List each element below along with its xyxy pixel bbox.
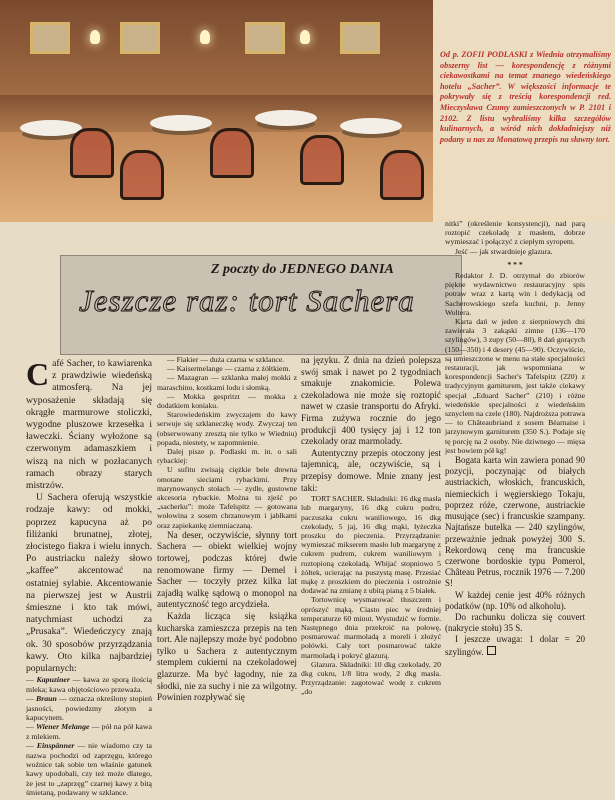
cafe-table bbox=[255, 110, 317, 126]
intro-box bbox=[434, 0, 615, 222]
coffee-desc: — pół na pół kawa z mlekiem. bbox=[26, 722, 152, 741]
col4-p4: Karta dań w jeden z sierpniowych dni zawierała 3 zakąski zimne (136—170 szylingów), 3 zupy (50—80), 8 dań gorących (150—350) i 4 desery (45—90). Oczywiście, są umieszczone w menu na stałe specjalności restauracji, jak wspomniana w korespondencji Sacher's Tafelspitz (220) z tradycyjnym garniturem, jest także ciekawy specjał „Eduard Sacher” (210) i różne wiedeńskie specjalności z wiedeńskim sznyclem na czele (180). Najdroższa potrawa — to Châteaubriand z sosem Béarnaise i jarzynowym garniturem (350 S.). Podaje się tę porcję na 2 osoby. Nie dziwnego — mięsa jest bowiem pół kg! bbox=[445, 317, 585, 455]
cafe-chair bbox=[120, 150, 164, 200]
col4-p6: W każdej cenie jest 40% różnych podatków (np. 10% od alkoholu). bbox=[445, 589, 585, 611]
wall-lamp bbox=[200, 30, 210, 44]
title-banner bbox=[60, 255, 462, 355]
col1-p2: U Sachera oferują wszystkie rodzaje kawy: od mokki, poprzez kapucyna aż po filiżanki brunatnej, złotej, złocistego fiakra i wielu innych. Po austriacku należy słowo „kaffee” akcentować na ostatniej sylabie. Akcentowanie na pierwszej jest w Austrii śmieszne i kto tak mówi, natychmiast uchodzi za „Prusaka”. Wiedeńczycy znają ok. 30 sposobów przyrządzania kawy. Oto kilka najbardziej popularnych: bbox=[26, 492, 152, 675]
cafe-photo bbox=[0, 0, 433, 222]
col2-p9: Każda licząca się książka kucharska zamieszcza przepis na ten tort. Ale najlepszy może być podobno tylko u Sachera z autentycznym stemplem cukierni na czekoladowej glazurze. Ma być łagodny, nie za słodki, nie za suchy i nie za wilgotny. Powinien rozpływać się bbox=[157, 611, 297, 703]
painting-frame bbox=[30, 22, 70, 54]
col2-p2: — Kaisermelange — czarna z żółtkiem. bbox=[167, 364, 291, 374]
col4-p7: Do rachunku dolicza się couvert (nakrycie stołu) 35 S. bbox=[445, 611, 585, 634]
column-1: C afé Sacher, to kawiarenka z prawdziwie wiedeńską atmosferą. Na jej wyposażenie składają się okrągłe marmurowe stoliczki, wygodne pluszowe krzesełka i ławeczki. Ściany wyłożone są czerwonym adamaszkiem i wiszą na nich w pozłacanych ramach obrazy starych mistrzów. U Sachera oferują wszystkie rodzaje kawy: od mokki, poprzez kapucyna aż po filiżanki brunatnej, złotej, złocistego fiakra i wielu innych. Po austriacku należy słowo „kaffee” akcentować na ostatniej sylabie. Akcentowanie na pierwszej jest w Austrii śmieszne i kto tak mówi, natychmiast uchodzi za „Prusaka”. Wiedeńczycy znają ok. 30 sposobów przyrządzania kawy. Oto kilka najbardziej popularnych: — Kapuziner — kawa ze sporą ilością mleka; kawa objętościowo przeważa. — Braun — oznacza określony stopień jasności, powiedzmy złotym a kapucynem. — Wiener Melange — pół na pół kawa z mlekiem. — Einspänner — nie wiadomo czy ta nazwa pochodzi od zaprzęgu, którego woźnice tak sobie ten właśnie gatunek kawy upodobali, czy też może dlatego, że jest to „zaprzęg” czarnej kawy z bitą śmietaną, podawany w szklance. bbox=[26, 356, 152, 798]
painting-frame bbox=[120, 22, 160, 54]
end-mark bbox=[487, 646, 496, 655]
wall-lamp bbox=[90, 30, 100, 44]
cafe-chair bbox=[70, 128, 114, 178]
col2-p4: — Mokka gespritzt — mokka z dodatkiem koniaku. bbox=[157, 391, 297, 411]
drop-cap: C bbox=[26, 356, 50, 392]
wall-lamp bbox=[300, 30, 310, 44]
cafe-chair bbox=[380, 150, 424, 200]
col2-p5: Starowiedeńskim zwyczajem do kawy serwuje się szklaneczkę wody. Zwyczaj ten (obserwowany zresztą nie tylko w Wiedniu) popada, niestety, w zapomnienie. bbox=[157, 410, 297, 447]
col1-p1: afé Sacher, to kawiarenka z prawdziwie wiedeńską atmosferą. Na jej wyposażenie składają się okrągłe marmurowe stoliczki, wygodne pluszowe krzesełka i ławeczki. Ściany wyłożone są czerwonym adamaszkiem i wiszą na nich w pozłacanych ramach obrazy starych mistrzów. bbox=[26, 358, 152, 492]
col4-p3: Redaktor J. D. otrzymał do zbiorów piękne wydawnictwo restauracyjny spis potraw wraz z kartą win i dedykacją od Sacherowskiego szefa kuchni, p. Jenny Woltera. bbox=[445, 271, 585, 317]
coffee-desc: — nie wiadomo czy ta nazwa pochodzi od zaprzęgu, którego woźnice tak sobie ten właśnie gatunek kawy upodobali, czy też może dlatego, że jest to „zaprzęg” czarnej kawy z bitą śmietaną, podawany w szklance. bbox=[26, 741, 152, 798]
col3-p1: na języku. Z dnia na dzień polepsza swój smak i nawet po 2 tygodniach smakuje znakomicie. Polewa czekoladowa nie może się roztopić nawet w czasie transportu do Afryki. Firma zużywa rocznie do jego produkcji 400 tysięcy jaj i 12 ton czekolady oraz marmolady. bbox=[301, 355, 441, 447]
section-kicker bbox=[211, 262, 451, 278]
col2-p8: Na deser, oczywiście, słynny tort Sachera — obiekt wielkiej wojny tortowej, podczas której dwie renomowane firmy — Demel i Sacher — toczyły przez kilka lat zajadłą walkę sądową o monopol na autentyczność tego arcydzieła. bbox=[157, 529, 297, 610]
headline: Jeszcze raz: tort Sachera bbox=[79, 283, 415, 318]
cafe-table bbox=[150, 115, 212, 131]
cafe-table bbox=[340, 118, 402, 134]
coffee-desc: — oznacza określony stopień jasności, powiedzmy złotym a kapucynem. bbox=[26, 694, 152, 722]
coffee-tag: Kapuziner bbox=[36, 675, 70, 685]
col4-p8: I jeszcze uwaga: 1 dolar = 20 szylingów. bbox=[445, 634, 585, 657]
intro-lead: Od p. ZOFII PODLASKI z Wiednia otrzymaliśmy obszerny list — korespondencję z różnymi ciekawostkami na temat znanego wiedeńskiego hotelu „Sacher”. W większości informacje te pokrywały się z treścią korespondencji red. Mieczysława Czumy zamieszczonych w P. 2101 i 2102. Z listu wybraliśmy kilka szczegółów kulinarnych, a wśród nich dokładniejszy niż podany u nas za Monatową przepis na sławny tort. bbox=[440, 50, 611, 144]
cafe-table bbox=[20, 120, 82, 136]
column-2 bbox=[157, 355, 297, 704]
kicker-bold: JEDNEGO DANIA bbox=[279, 262, 394, 277]
col4-p5: Bogata karta win zawiera ponad 90 pozycji, poczynając od białych austriackich, włoskich, francuskich, niemieckich i węgierskiego Tokaju, poprzez róże, czerwone, austriackie musujące (sec) i francuskie szampany. Najtańsze butelka — 240 szylingów, przeważnie jednak powyżej 300 S. Rekordową cenę ma francuskie czerwone bordoskie typu Pomerol, Château Petrus, rocznik 1976 — 7.200 S! bbox=[445, 455, 585, 589]
cafe-chair bbox=[210, 128, 254, 178]
coffee-tag: Wiener Melange bbox=[36, 722, 90, 732]
section-divider: * * * bbox=[507, 259, 523, 269]
painting-frame bbox=[245, 22, 285, 54]
col4-p1: nitki” (określenie konsystencji), nad parą roztopić czekoladę z masłem, dobrze wymieszać i połączyć z ciepłym syropem. bbox=[445, 219, 585, 247]
col3-recipe: TORT SACHER. Składniki: 16 dkg masła lub margaryny, 16 dkg cukru pudru, paczuszka cukru waniliowego, 16 dkg czekolady, 5 jaj, 16 dkg mąki, łyżeczka proszku do pieczenia. Przyrządzanie: wymieszać mikserem masło lub margarynę z cukrem pudrem, cukrem waniliowym i roztopioną czekoladą. Wbijać stopniowo 5 żółtek, ucierając na puszystą masę. Przesiać mąkę z proszkiem do pieczenia i ostrożnie dodawać na zmianę z ubitą pianą z 5 białek. bbox=[301, 494, 441, 596]
coffee-desc: — kawa ze sporą ilością mleka; kawa objętościowo przeważa. bbox=[26, 675, 152, 694]
column-3 bbox=[301, 355, 441, 697]
col2-p1: — Fiakier — duża czarna w szklance. bbox=[167, 355, 285, 364]
coffee-tag: Braun bbox=[36, 694, 57, 704]
col3-p5: Glazura. Składniki: 10 dkg czekolady, 20 dkg cukru, 1/8 litra wody, 2 dkg masła. Przyrządzanie: zagotować wodę z cukrem „do bbox=[301, 659, 441, 697]
col4-p2: Jeść — jak stwardnieje glazura. bbox=[455, 246, 553, 256]
col2-p7: U sufitu zwisają ciężkie bele drewna omotane sieciami rybackimi. Przy marynowanych stołach — zydle, gustowne akcesoria rybackie. Można tu zjeść po „sacherku”: może Tafelspitz — gotowana wołowina z sosem chrzanowym i jabłkami oraz zapiekankę ziemniaczaną. bbox=[157, 465, 297, 530]
col2-p3: — Mazagran — szklanka małej mokki z maraschino, kostkami lodu i słomką. bbox=[157, 373, 297, 392]
coffee-tag: Einspänner bbox=[36, 741, 75, 751]
col3-p2: Autentyczny przepis otoczony jest tajemnicą, ale, oczywiście, są i przepisy domowe. Mnie znany jest taki: bbox=[301, 447, 441, 493]
painting-frame bbox=[340, 22, 380, 54]
kicker-pre: Z poczty do bbox=[211, 262, 277, 277]
col3-p4: Tortownicę wysmarować tłuszczem i oprószyć mąką. Ciasto piec w średniej temperaturze 60 minut. Wystudzić w formie. Następnego dnia przekroić na połowę, posmarować marmoladą z moreli i złożyć połówki. Cały tort posmarować także marmoladą i pokryć glazurą. bbox=[301, 595, 441, 660]
cafe-chair bbox=[300, 135, 344, 185]
col2-p6: Dalej pisze p. Podlaski m. in. o sali rybackiej: bbox=[157, 447, 297, 466]
column-4 bbox=[445, 219, 585, 658]
